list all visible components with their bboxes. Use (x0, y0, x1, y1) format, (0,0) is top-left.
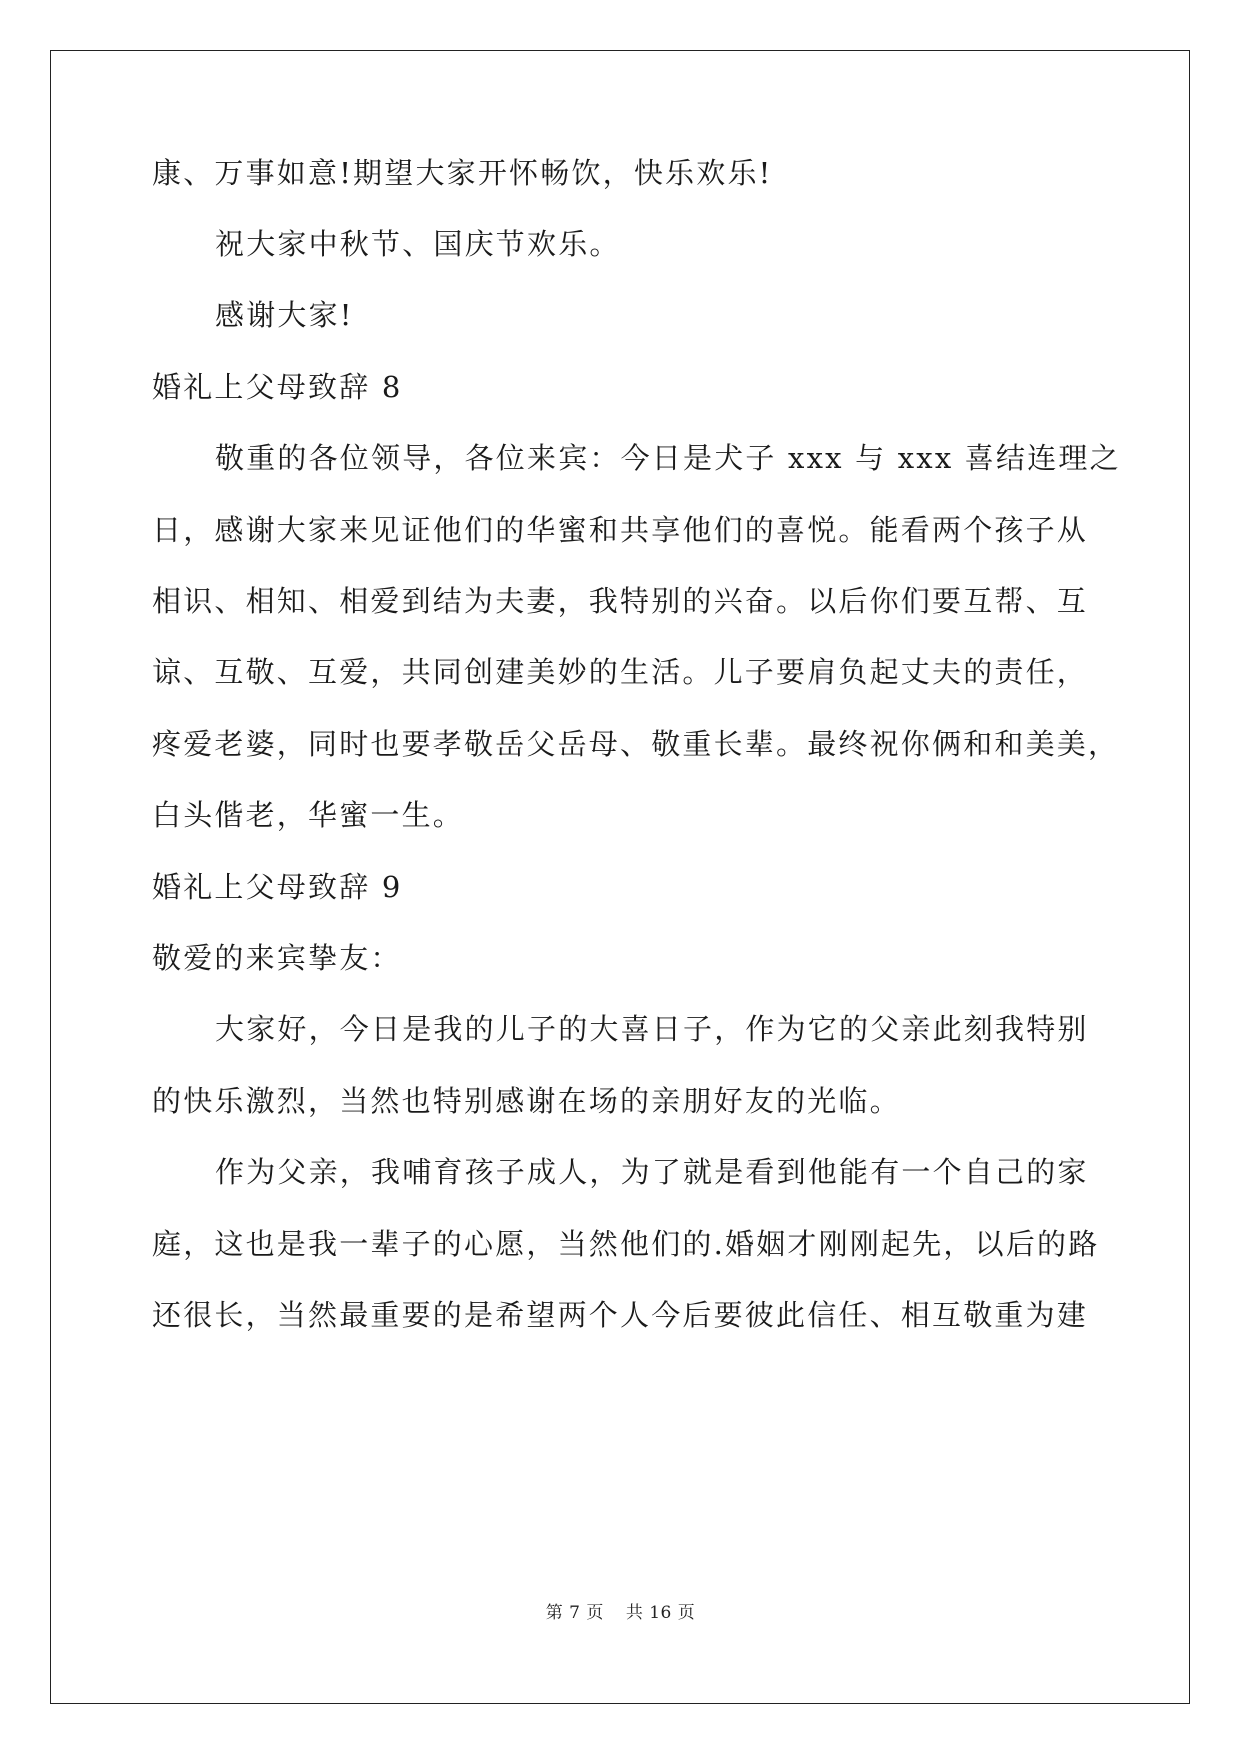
page-total: 共 16 页 (625, 1603, 696, 1623)
section-heading: 婚礼上父母致辞 8 (152, 370, 403, 404)
page-number: 第 7 页 (545, 1603, 604, 1623)
text-line: 疼爱老婆，同时也要孝敬岳父岳母、敬重长辈。最终祝你俩和和美美， (152, 727, 1120, 761)
text-line: 相识、相知、相爱到结为夫妻，我特别的兴奋。以后你们要互帮、互 (152, 584, 1089, 618)
text-line: 敬重的各位领导，各位来宾：今日是犬子 xxx 与 xxx 喜结连理之 (215, 441, 1121, 475)
section-heading: 婚礼上父母致辞 9 (152, 870, 403, 904)
text-line: 感谢大家! (215, 298, 354, 332)
text-line: 谅、互敬、互爱，共同创建美妙的生活。儿子要肩负起丈夫的责任， (152, 655, 1089, 689)
text-line: 大家好，今日是我的儿子的大喜日子，作为它的父亲此刻我特别 (215, 1012, 1089, 1046)
text-line: 作为父亲，我哺育孩子成人，为了就是看到他能有一个自己的家 (215, 1155, 1089, 1189)
text-line: 的快乐激烈，当然也特别感谢在场的亲朋好友的光临。 (152, 1084, 901, 1118)
text-line: 庭，这也是我一辈子的心愿，当然他们的.婚姻才刚刚起先，以后的路 (152, 1227, 1100, 1261)
text-line: 敬爱的来宾挚友： (152, 941, 402, 975)
text-line: 还很长，当然最重要的是希望两个人今后要彼此信任、相互敬重为建 (152, 1298, 1089, 1332)
text-line: 康、万事如意!期望大家开怀畅饮，快乐欢乐! (152, 156, 773, 190)
text-line: 祝大家中秋节、国庆节欢乐。 (215, 227, 621, 261)
text-line: 日，感谢大家来见证他们的华蜜和共享他们的喜悦。能看两个孩子从 (152, 513, 1089, 547)
page-footer (0, 1603, 1241, 1623)
text-line: 白头偕老，华蜜一生。 (152, 798, 465, 832)
